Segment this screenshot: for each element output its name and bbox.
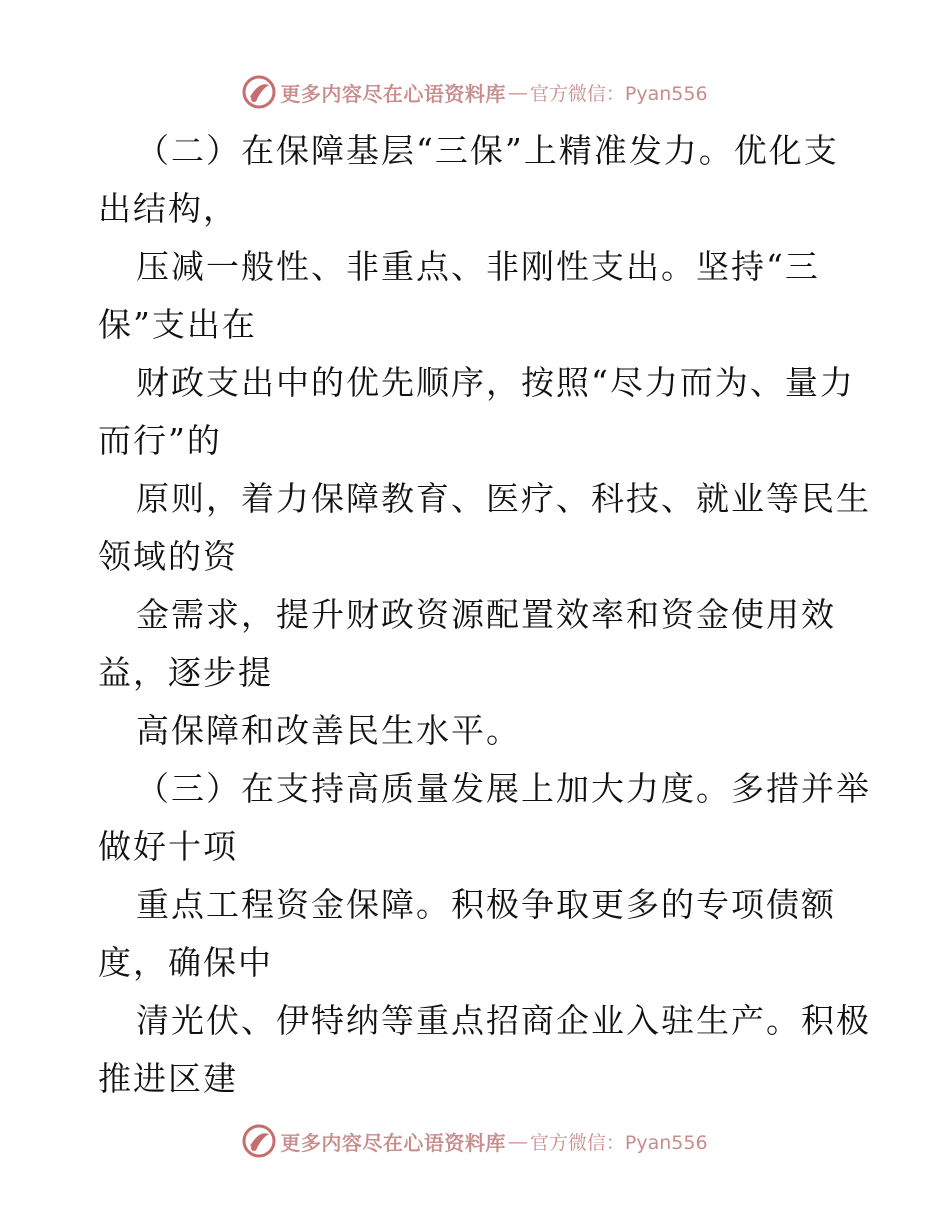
text-line: 重点工程资金保障。积极争取更多的专项债额 (136, 885, 836, 924)
text-line: 保”支出在 (98, 305, 257, 344)
text-line: 清光伏、伊特纳等重点招商企业入驻生产。积极 (136, 1001, 871, 1040)
text-line: 领域的资 (98, 537, 238, 576)
text-line: 原则，着力保障教育、医疗、科技、就业等民生 (136, 479, 871, 518)
text-line: 而行”的 (98, 421, 222, 460)
text-line: 做好十项 (98, 827, 238, 866)
text-line: 益，逐步提 (98, 653, 273, 692)
text-line: 出结构， (98, 189, 238, 228)
text-line: 高保障和改善民生水平。 (136, 711, 521, 750)
watermark-dash: — (507, 1129, 528, 1153)
text-line: 财政支出中的优先顺序，按照“尽力而为、量力 (136, 363, 855, 402)
watermark-title: 更多内容尽在心语资料库 (280, 81, 506, 106)
header-watermark (0, 72, 950, 112)
text-line: 推进区建 (98, 1059, 238, 1098)
watermark-dash: — (507, 80, 528, 104)
logo-icon (242, 75, 276, 109)
footer-watermark (0, 1121, 950, 1161)
watermark-title: 更多内容尽在心语资料库 (280, 1130, 506, 1155)
watermark-contact: 官方微信：Pyan556 (529, 82, 708, 105)
logo-icon (242, 1124, 276, 1158)
watermark-contact: 官方微信：Pyan556 (529, 1131, 708, 1154)
text-line: （二）在保障基层“三保”上精准发力。优化支 (136, 131, 839, 170)
text-line: （三）在支持高质量发展上加大力度。多措并举 (136, 769, 871, 808)
text-line: 压减一般性、非重点、非刚性支出。坚持“三 (136, 247, 820, 286)
text-line: 金需求，提升财政资源配置效率和资金使用效 (136, 595, 836, 634)
document-body (98, 122, 871, 1108)
text-line: 度，确保中 (98, 943, 273, 982)
